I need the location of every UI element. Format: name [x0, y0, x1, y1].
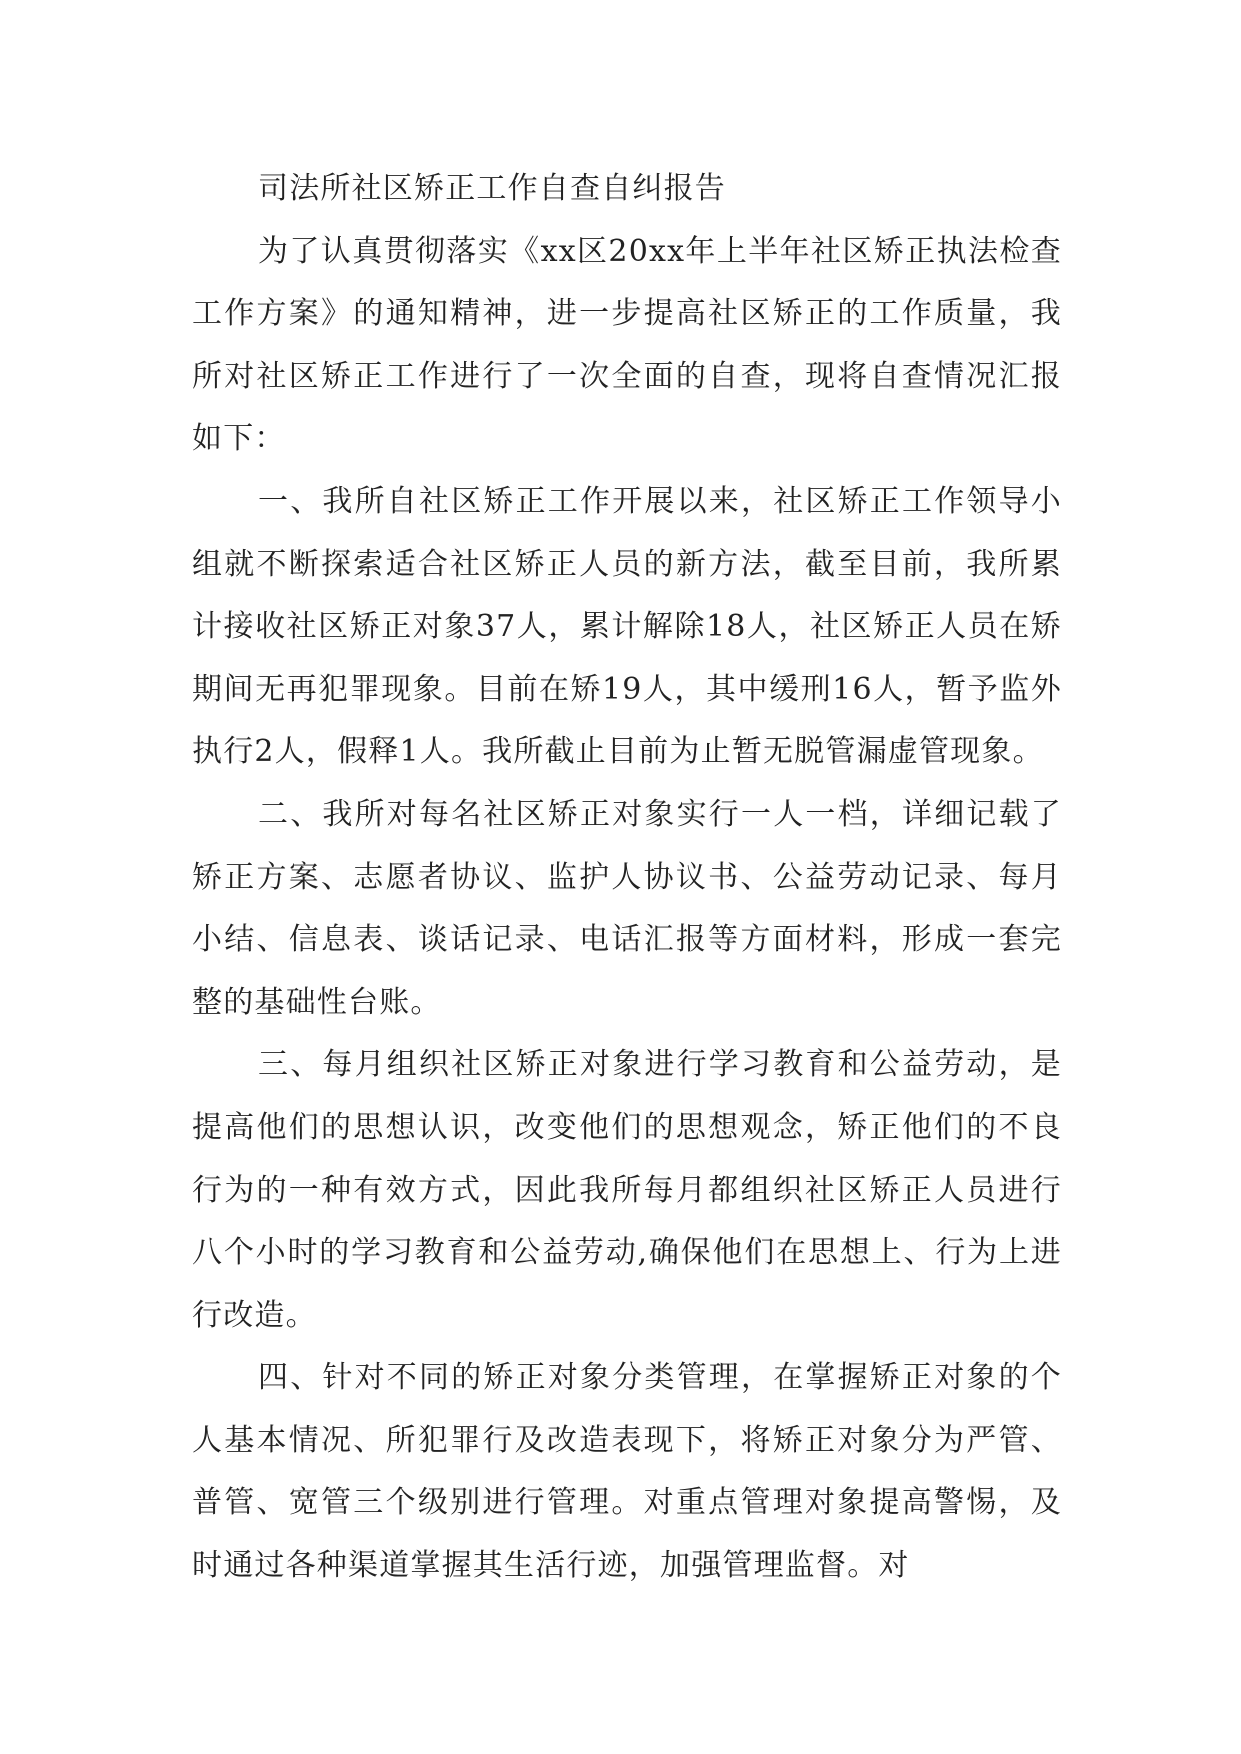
paragraph-section-1: 一、我所自社区矫正工作开展以来，社区矫正工作领导小组就不断探索适合社区矫正人员的新方法，截至目前，我所累计接收社区矫正对象37人，累计解除18人，社区矫正人员在矫期间无再犯罪现象。目前在矫19人，其中缓刑16人，暂予监外执行2人，假释1人。我所截止目前为止暂无脱管漏虚管现象。 [192, 483, 1062, 770]
paragraph-section-2: 二、我所对每名社区矫正对象实行一人一档，详细记载了矫正方案、志愿者协议、监护人协议书、公益劳动记录、每月小结、信息表、谈话记录、电话汇报等方面材料，形成一套完整的基础性台账。 [192, 796, 1062, 1020]
document-body [192, 158, 1062, 1598]
paragraph-intro: 为了认真贯彻落实《xx区20xx年上半年社区矫正执法检查工作方案》的通知精神，进一步提高社区矫正的工作质量，我所对社区矫正工作进行了一次全面的自查，现将自查情况汇报如下： [192, 233, 1062, 457]
paragraph-section-4: 四、针对不同的矫正对象分类管理，在掌握矫正对象的个人基本情况、所犯罪行及改造表现下，将矫正对象分为严管、普管、宽管三个级别进行管理。对重点管理对象提高警惕，及时通过各种渠道掌握其生活行迹，加强管理监督。对 [192, 1360, 1062, 1584]
document-title: 司法所社区矫正工作自查自纠报告 [258, 171, 726, 206]
paragraph-section-3: 三、每月组织社区矫正对象进行学习教育和公益劳动，是提高他们的思想认识，改变他们的思想观念，矫正他们的不良行为的一种有效方式，因此我所每月都组织社区矫正人员进行八个小时的学习教育和公益劳动,确保他们在思想上、行为上进行改造。 [192, 1047, 1062, 1333]
